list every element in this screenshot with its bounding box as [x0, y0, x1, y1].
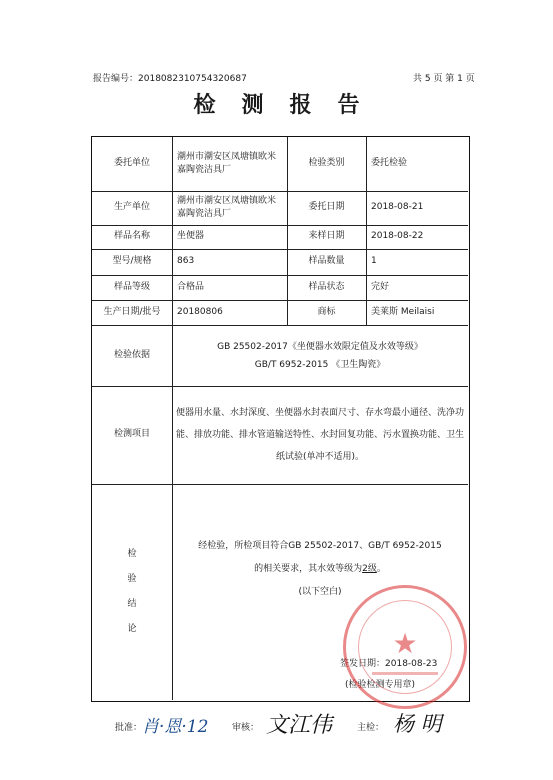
sample-name-label: 样品名称 [113, 231, 150, 242]
approve-label: 批准： [115, 723, 143, 733]
inspection-type-label: 检验类别 [308, 158, 345, 169]
arrival-date-label: 来样日期 [308, 231, 345, 242]
conclusion-label [92, 484, 172, 700]
conclusion-char-3: 结 [127, 599, 137, 609]
document-title: 检测报告 [193, 92, 386, 118]
basis-standard-2: GB/T 6952-2015 《卫生陶瓷》 [254, 359, 386, 370]
conclusion-char-4: 论 [127, 624, 137, 634]
seal-star-icon: ★ [392, 627, 418, 660]
basis-standards [172, 325, 468, 386]
items-label: 检测项目 [113, 429, 150, 440]
conclusion-line-2-post: 。 [376, 564, 386, 574]
basis-standard-1: GB 25502-2017《坐便器水效限定值及水效等级》 [217, 341, 423, 352]
basis-label: 检验依据 [113, 349, 150, 360]
commission-date-label: 委托日期 [308, 202, 345, 213]
sample-qty-label: 样品数量 [308, 256, 345, 267]
main-inspector-signature: 杨 明 [393, 712, 442, 736]
conclusion-char-1: 检 [127, 549, 137, 559]
main-inspector-label: 主检： [357, 723, 385, 733]
page-count: 共 5 页 第 1 页 [413, 74, 475, 84]
client-label: 委托单位 [113, 158, 150, 169]
client-value: 潮州市潮安区凤塘镇欧米嘉陶瓷洁具厂 [177, 151, 277, 175]
blank-below-note: (以下空白) [298, 587, 342, 597]
commission-date-value: 2018-08-21 [371, 202, 424, 213]
model-value: 863 [177, 256, 195, 267]
producer-value: 潮州市潮安区凤塘镇欧米嘉陶瓷洁具厂 [177, 195, 277, 219]
conclusion-line-2 [172, 558, 468, 581]
sample-name-value: 坐便器 [177, 231, 205, 242]
batch-value: 20180806 [177, 306, 223, 317]
issue-date-value: 2018-08-23 [385, 659, 438, 669]
producer-label: 生产单位 [113, 202, 150, 213]
review-signature: 文江伟 [266, 713, 333, 738]
trademark-value: 美莱斯 Meilaisi [371, 306, 435, 317]
stamp-note: (检验检测专用章) [345, 680, 416, 690]
sample-qty-value: 1 [371, 256, 377, 267]
water-efficiency-grade: 2级 [362, 564, 377, 574]
batch-label: 生产日期/批号 [103, 306, 161, 317]
items-text: 便器用水量、水封深度、坐便器水封表面尺寸、存水弯最小通径、洗净功能、排放功能、排水管道输送特性、水封回复功能、污水置换功能、卫生纸试验(单冲不适用)。 [176, 408, 465, 462]
model-label: 型号/规格 [112, 256, 152, 267]
report-number [93, 71, 247, 84]
official-seal [343, 585, 467, 709]
issue-date-label: 签发日期： [340, 659, 386, 669]
arrival-date-value: 2018-08-22 [371, 231, 424, 242]
conclusion-char-2: 验 [127, 574, 137, 584]
conclusion-line-2-pre: 的相关要求，其水效等级为 [254, 564, 363, 574]
sample-state-value: 完好 [371, 281, 390, 292]
grade-label: 样品等级 [113, 281, 150, 292]
sample-state-label: 样品状态 [308, 281, 345, 292]
conclusion-line-1: 经检验，所检项目符合GB 25502-2017、GB/T 6952-2015 [198, 541, 442, 551]
report-number-value: 2018082310754320687 [138, 74, 247, 84]
grade-value: 合格品 [177, 281, 205, 292]
trademark-label: 商标 [317, 306, 336, 317]
approve-signature: 肖·恩·12 [142, 717, 209, 737]
seal-band [372, 672, 438, 675]
inspection-type-value: 委托检验 [371, 158, 408, 169]
report-number-label: 报告编号： [93, 74, 139, 84]
review-label: 审核： [232, 723, 260, 733]
